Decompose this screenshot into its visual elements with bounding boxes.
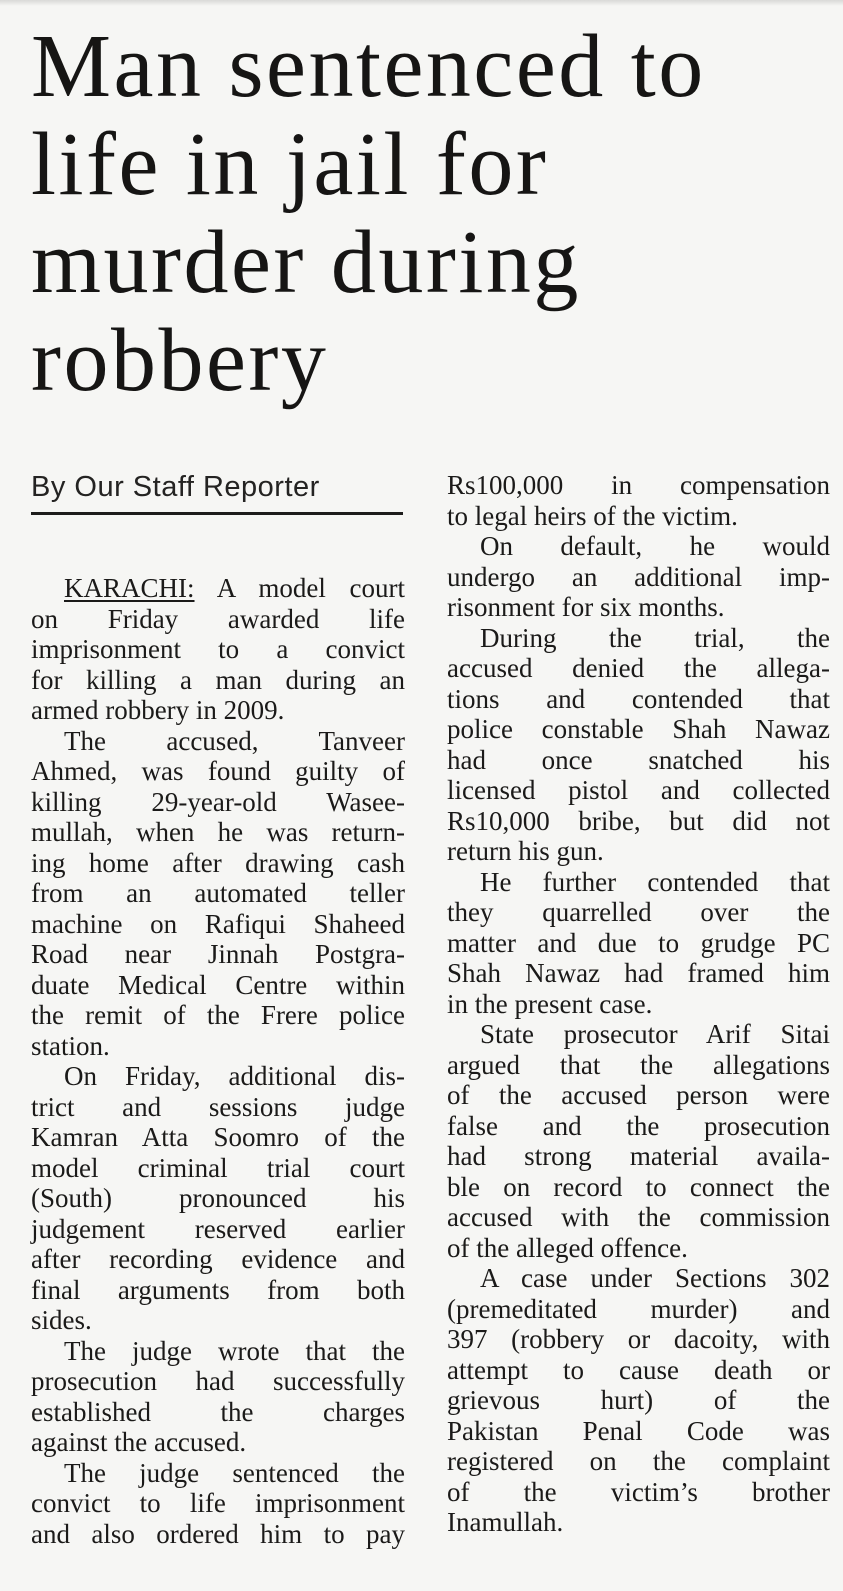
body-line: accused with the commission bbox=[447, 1202, 830, 1232]
body-line: the remit of the Frere police bbox=[31, 1000, 405, 1030]
body-line: On Friday, additional dis- bbox=[64, 1061, 405, 1091]
body-line: duate Medical Centre within bbox=[31, 969, 405, 1000]
body-line: Inamullah. bbox=[447, 1507, 564, 1537]
body-line: had once snatched his bbox=[447, 744, 830, 775]
body-line: matter and due to grudge PC bbox=[447, 927, 830, 958]
body-line: accused denied the allega- bbox=[447, 653, 830, 683]
body-line: sides. bbox=[31, 1305, 92, 1335]
body-line: armed robbery in 2009. bbox=[31, 695, 285, 725]
body-line: registered on the complaint bbox=[447, 1446, 830, 1476]
column-right bbox=[447, 470, 830, 1538]
paragraph bbox=[31, 1336, 405, 1458]
body-line: He further contended that bbox=[480, 866, 830, 897]
paragraph bbox=[447, 623, 830, 867]
body-line: after recording evidence and bbox=[31, 1244, 405, 1274]
body-line: return his gun. bbox=[447, 836, 604, 866]
headline-line: murder during bbox=[31, 213, 581, 312]
paragraph bbox=[31, 1061, 405, 1336]
body-line: State prosecutor Arif Sitai bbox=[480, 1019, 830, 1049]
body-line: 397 (robbery or dacoity, with bbox=[447, 1324, 830, 1354]
paragraph bbox=[31, 1458, 405, 1550]
body-line: mullah, when he was return- bbox=[31, 817, 405, 847]
body-line: Pakistan Penal Code was bbox=[447, 1415, 830, 1446]
body-line: against the accused. bbox=[31, 1427, 247, 1457]
column-right-body bbox=[447, 470, 830, 1538]
body-line: trict and sessions judge bbox=[31, 1091, 405, 1122]
headline-line: Man sentenced to bbox=[31, 17, 706, 116]
body-line: A case under Sections 302 bbox=[480, 1263, 830, 1293]
body-line: (South) pronounced his bbox=[31, 1183, 405, 1213]
article-headline bbox=[31, 18, 811, 410]
paragraph bbox=[31, 726, 405, 1062]
body-line: established the charges bbox=[31, 1396, 405, 1427]
body-line: machine on Rafiqui Shaheed bbox=[31, 908, 405, 939]
paragraph bbox=[447, 867, 830, 1020]
body-line: (premeditated murder) and bbox=[447, 1293, 830, 1324]
body-line: The accused, Tanveer bbox=[64, 725, 405, 756]
body-line: on Friday awarded life bbox=[31, 603, 405, 634]
body-line: On default, he would bbox=[480, 531, 830, 561]
body-line: station. bbox=[31, 1030, 110, 1061]
paragraph bbox=[447, 470, 830, 531]
body-line: from an automated teller bbox=[31, 878, 405, 908]
body-line: of the victim’s brother bbox=[447, 1476, 830, 1507]
body-line: imprisonment to a convict bbox=[31, 634, 405, 664]
body-line: false and the prosecution bbox=[447, 1110, 830, 1141]
paragraph bbox=[31, 573, 405, 726]
paragraph bbox=[447, 1263, 830, 1538]
headline-line: life in jail for bbox=[31, 115, 549, 214]
body-line: judgement reserved earlier bbox=[31, 1213, 405, 1244]
body-line: Shah Nawaz had framed him bbox=[447, 958, 830, 988]
body-line: final arguments from both bbox=[31, 1274, 405, 1305]
byline: By Our Staff Reporter bbox=[31, 471, 320, 503]
body-line: they quarrelled over the bbox=[447, 897, 830, 927]
byline-rule bbox=[31, 512, 403, 515]
scan-edge bbox=[0, 0, 843, 6]
body-line: The judge sentenced the bbox=[64, 1457, 405, 1488]
dateline: KARACHI: bbox=[64, 573, 195, 603]
paragraph bbox=[447, 1019, 830, 1263]
body-line: grievous hurt) of the bbox=[447, 1385, 830, 1415]
body-line: Rs10,000 bribe, but did not bbox=[447, 805, 830, 836]
paragraph bbox=[447, 531, 830, 623]
body-line: tions and contended that bbox=[447, 683, 830, 714]
body-line: killing 29-year-old Wasee- bbox=[31, 786, 405, 817]
body-line: convict to life imprisonment bbox=[31, 1488, 405, 1518]
body-line: During the trial, the bbox=[480, 622, 830, 653]
body-line: police constable Shah Nawaz bbox=[447, 714, 830, 744]
body-line: ble on record to connect the bbox=[447, 1171, 830, 1202]
headline-line: robbery bbox=[31, 311, 329, 410]
column-left-body bbox=[31, 573, 405, 1549]
body-line: to legal heirs of the victim. bbox=[447, 500, 738, 531]
body-line: licensed pistol and collected bbox=[447, 775, 830, 805]
body-line: risonment for six months. bbox=[447, 592, 725, 622]
body-line: Rs100,000 in compensation bbox=[447, 470, 830, 500]
body-line: undergo an additional imp- bbox=[447, 561, 830, 592]
body-line: of the accused person were bbox=[447, 1080, 830, 1110]
body-line: The judge wrote that the bbox=[64, 1335, 405, 1366]
body-line: attempt to cause death or bbox=[447, 1354, 830, 1385]
body-line: Road near Jinnah Postgra- bbox=[31, 939, 405, 969]
body-line: and also ordered him to pay bbox=[31, 1518, 405, 1549]
column-left bbox=[31, 470, 405, 1549]
body-line: KARACHI: A model court bbox=[64, 573, 405, 603]
body-line: argued that the allegations bbox=[447, 1049, 830, 1080]
body-line: of the alleged offence. bbox=[447, 1232, 688, 1263]
body-line: prosecution had successfully bbox=[31, 1366, 405, 1396]
body-line: for killing a man during an bbox=[31, 664, 405, 695]
body-line: had strong material availa- bbox=[447, 1141, 830, 1171]
body-line: ing home after drawing cash bbox=[31, 847, 405, 878]
body-line: Kamran Atta Soomro of the bbox=[31, 1122, 405, 1152]
body-line: in the present case. bbox=[447, 988, 653, 1019]
body-line: Ahmed, was found guilty of bbox=[31, 756, 405, 786]
body-line: model criminal trial court bbox=[31, 1152, 405, 1183]
